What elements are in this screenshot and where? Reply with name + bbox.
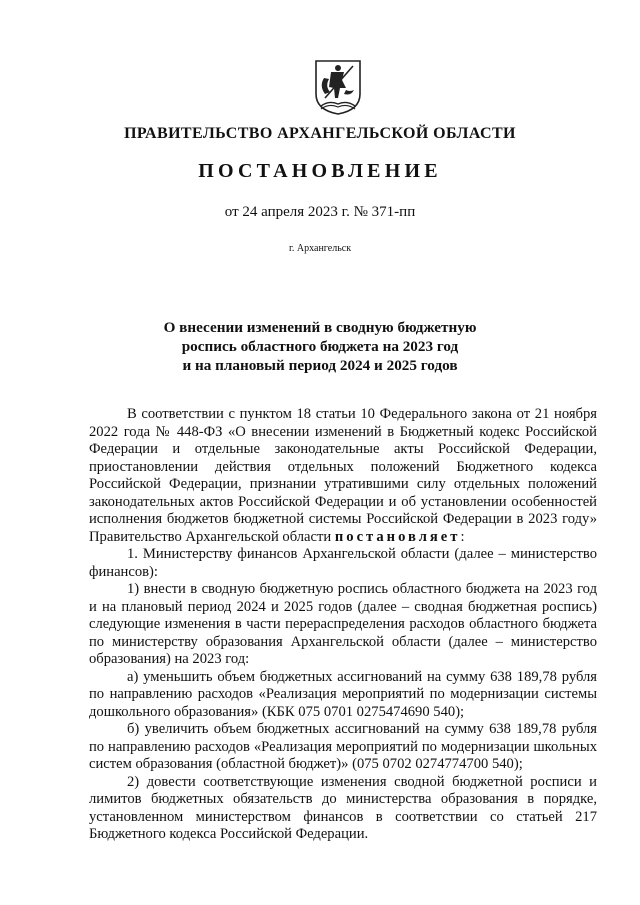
document-type: ПОСТАНОВЛЕНИЕ xyxy=(198,160,442,182)
body-paragraph: 1) внести в сводную бюджетную роспись областного бюджета на 2023 год и на плановый период 2024 и 2025 годов (далее – сводная бюджетная роспись) следующие изменения в части перераспределения расходов областного бюджета по министерству образования Архангельской области (далее – министерство образования) на 2023 год: xyxy=(89,581,597,667)
document-body xyxy=(89,406,597,844)
body-paragraph: а) уменьшить объем бюджетных ассигнований на сумму 638 189,78 рубля по направлению расходов «Реализация мероприятий по модернизации системы дошкольного образования» (КБК 075 0701 0275474690 540); xyxy=(89,668,597,720)
resolves-word: постановляет xyxy=(334,528,461,545)
document-title xyxy=(0,318,640,375)
title-line: О внесении изменений в сводную бюджетную xyxy=(163,319,477,336)
document-date-number: от 24 апреля 2023 г. № 371-пп xyxy=(224,204,416,220)
body-text: В соответствии с пунктом 18 статьи 10 Федерального закона от 21 ноября 2022 года № 448-ФЗ «О внесении изменений в Бюджетный кодекс Российской Федерации и отдельные законодательные акты Российской Федерации, приостановлении действия отдельных положений Бюджетного кодекса Российской Федерации, признании утратившими силу отдельных положений законодательных актов Российской Федерации и об установлении особенностей исполнения бюджетов бюджетной системы Российской Федерации в 2023 году» Правительство Архангельской области xyxy=(89,406,597,545)
body-paragraph: 2) довести соответствующие изменения сводной бюджетной росписи и лимитов бюджетных обязательств до министерства образования в порядке, установленном министерством финансов в соответствии со статьей 217 Бюджетного кодекса Российской Федерации. xyxy=(89,773,597,842)
body-paragraph: б) увеличить объем бюджетных ассигнований на сумму 638 189,78 рубля по направлению расходов «Реализация мероприятий по модернизации школьных систем образования (областной бюджет)» (075 0702 0274774700 540); xyxy=(89,721,597,772)
body-paragraph: 1. Министерству финансов Архангельской области (далее – министерство финансов): xyxy=(89,546,597,580)
title-line: роспись областного бюджета на 2023 год xyxy=(181,338,459,355)
title-line: и на плановый период 2024 и 2025 годов xyxy=(182,357,458,374)
coat-of-arms-icon xyxy=(313,58,363,116)
government-name: ПРАВИТЕЛЬСТВО АРХАНГЕЛЬСКОЙ ОБЛАСТИ xyxy=(124,125,516,142)
body-paragraph xyxy=(89,406,597,546)
body-text: : xyxy=(460,528,465,545)
document-city: г. Архангельск xyxy=(288,243,352,254)
